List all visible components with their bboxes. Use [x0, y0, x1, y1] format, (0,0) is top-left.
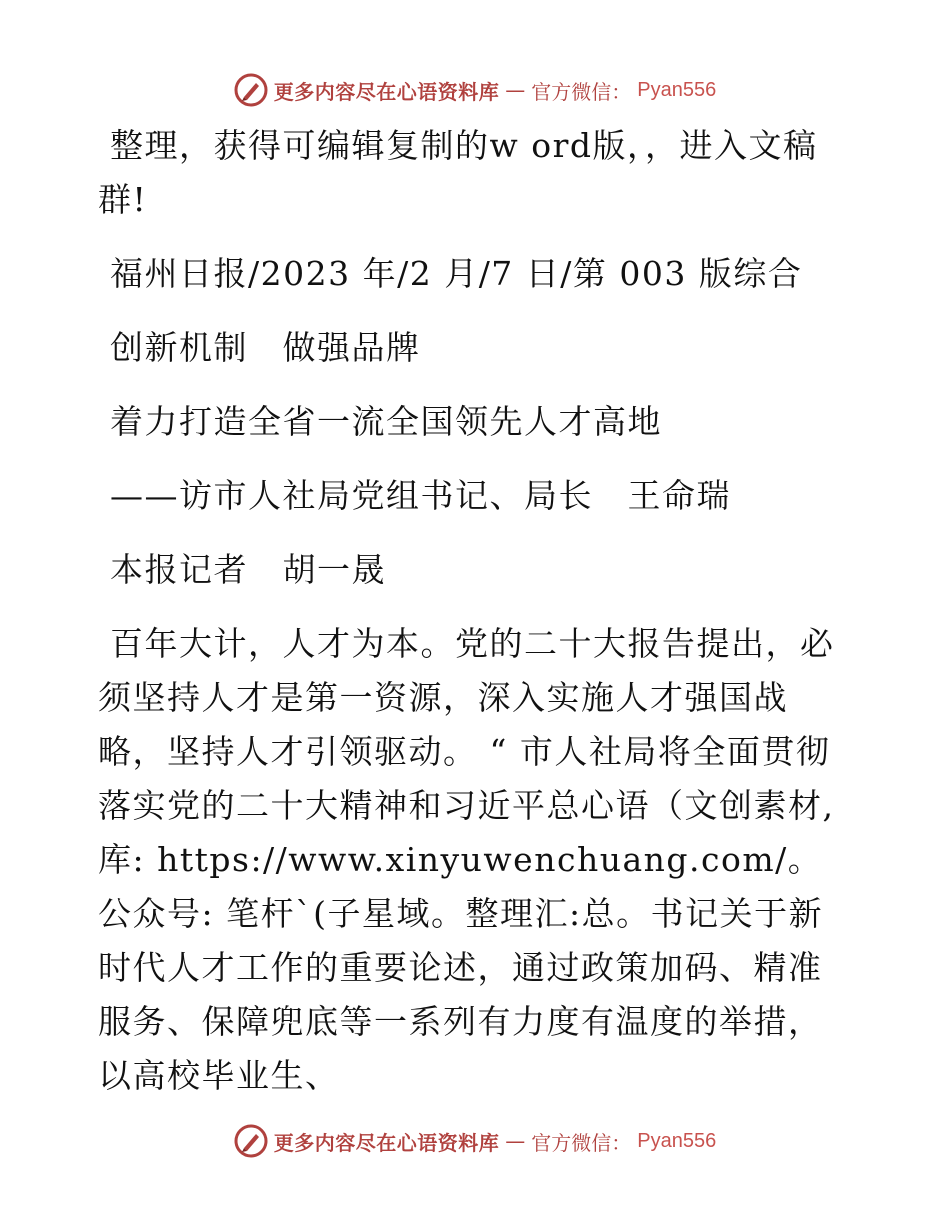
document-body [0, 119, 950, 1103]
watermark-dash: — [505, 78, 526, 102]
watermark-wechat-label: 官方微信： [531, 1130, 632, 1155]
intro-paragraph: 整理，获得可编辑复制的w ord版，，进入文稿群! [98, 126, 818, 219]
watermark-banner-bottom [0, 1121, 950, 1161]
watermark-wechat-label: 官方微信： [531, 79, 632, 104]
watermark-handle: Pyan556 [637, 78, 717, 101]
watermark-banner-top [0, 70, 950, 110]
watermark-handle: Pyan556 [637, 1129, 717, 1152]
body-paragraph: 百年大计，人才为本。党的二十大报告提出，必须坚持人才是第一资源，深入实施人才强国战略，坚持人才引领驱动。 “ 市人社局将全面贯彻落实党的二十大精神和习近平总心语（文创素材,库: https://www.xinyuwenchuang.com/。公众号: 笔杆`(子星域。整理汇:总。书记关于新时代人才工作的重要论述，通过政策加码、精准服务、保障兜底等一系列有力度有温度的举措，以高校毕业生、 [98, 624, 835, 1095]
headline-1: 创新机制 做强品牌 [110, 328, 421, 367]
watermark-main-text: 更多内容尽在心语资料库 [273, 1130, 500, 1155]
watermark-main-text: 更多内容尽在心语资料库 [273, 79, 500, 104]
pen-logo-icon [234, 73, 268, 107]
watermark-dash: — [505, 1129, 526, 1153]
subtitle: ——访市人社局党组书记、局长 王命瑞 [110, 476, 731, 515]
source-line: 福州日报/2023 年/2 月/7 日/第 003 版综合 [110, 254, 803, 293]
headline-2: 着力打造全省一流全国领先人才高地 [110, 402, 662, 441]
byline: 本报记者 胡一晟 [110, 550, 386, 589]
pen-logo-icon [234, 1124, 268, 1158]
